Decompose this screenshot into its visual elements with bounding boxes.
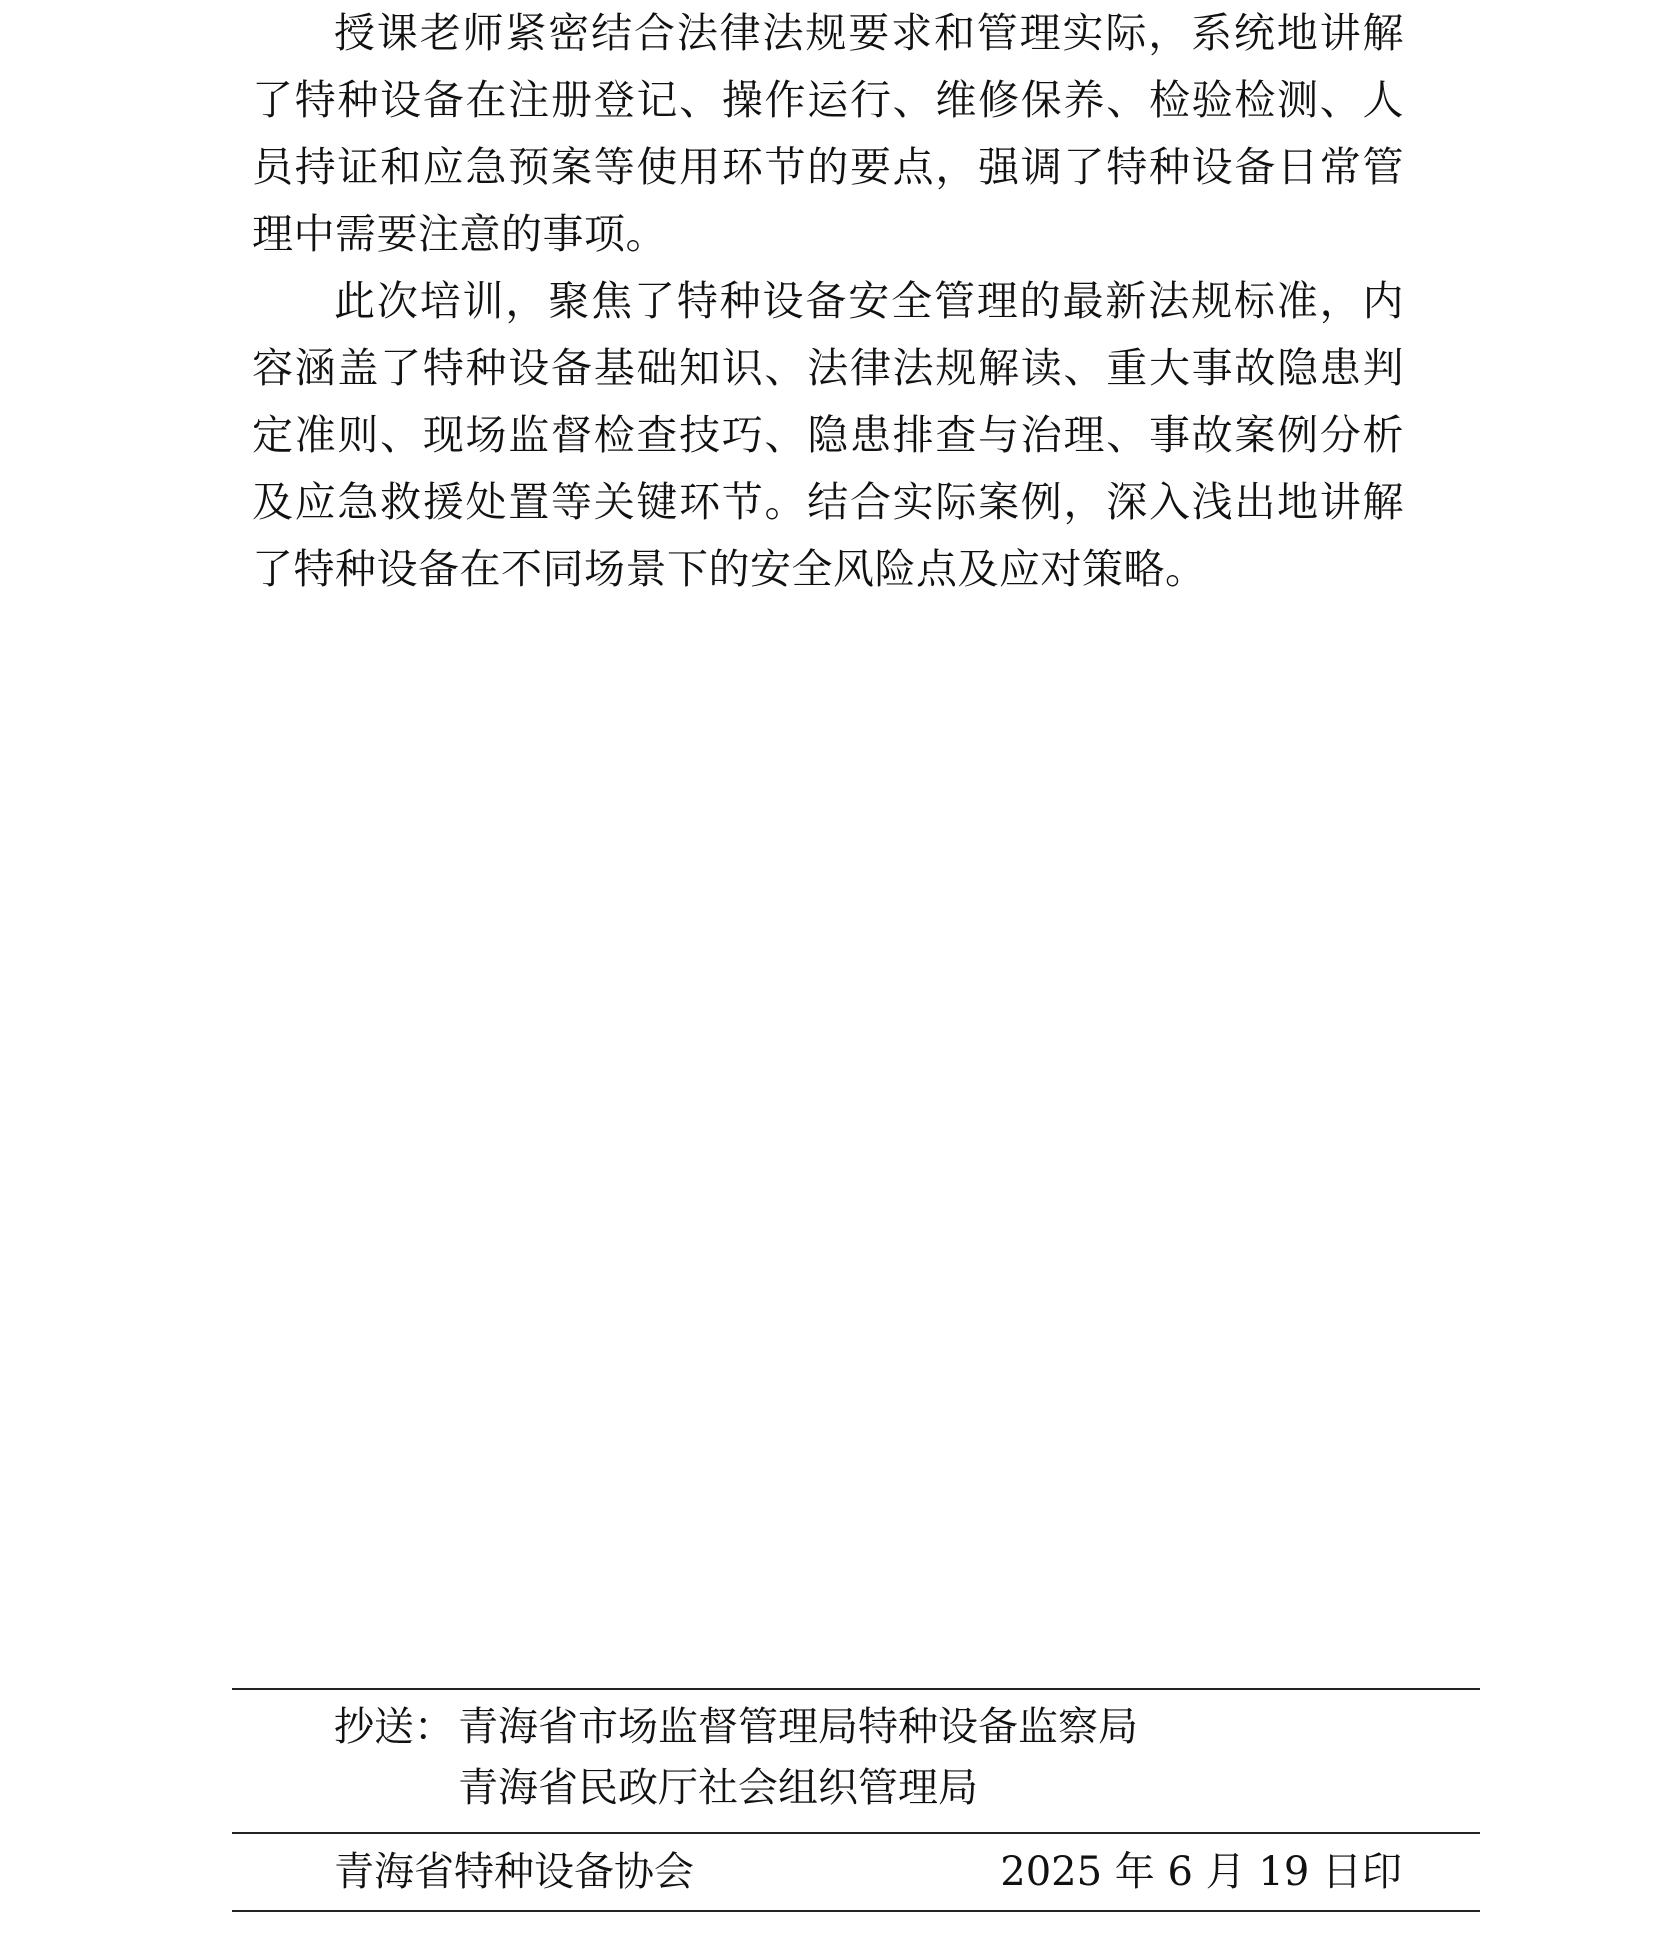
cc-row-1 (334, 1697, 1434, 1758)
paragraph-training-content: 授课老师紧密结合法律法规要求和管理实际，系统地讲解了特种设备在注册登记、操作运行、维修保养、检验检测、人员持证和应急预案等使用环节的要点，强调了特种设备日常管理中需要注意的事项。 (252, 9, 1404, 258)
cc-recipient: 青海省市场监督管理局特种设备监察局 (458, 1704, 1138, 1750)
cc-row-2 (334, 1758, 1434, 1819)
divider-middle (232, 1832, 1480, 1834)
print-footer (334, 1842, 1402, 1902)
print-date: 2025 年 6 月 19 日印 (1000, 1849, 1402, 1895)
cc-recipient: 青海省民政厅社会组织管理局 (458, 1765, 978, 1811)
cc-indent (334, 1758, 458, 1819)
cc-block (334, 1697, 1434, 1819)
divider-top (232, 1688, 1480, 1690)
divider-bottom (232, 1910, 1480, 1912)
cc-label: 抄送： (334, 1704, 454, 1750)
issuer-name: 青海省特种设备协会 (334, 1849, 694, 1895)
paragraph-training-summary: 此次培训，聚焦了特种设备安全管理的最新法规标准，内容涵盖了特种设备基础知识、法律法规解读、重大事故隐患判定准则、现场监督检查技巧、隐患排查与治理、事故案例分析及应急救援处置等关键环节。结合实际案例，深入浅出地讲解了特种设备在不同场景下的安全风险点及应对策略。 (252, 277, 1404, 593)
body-text (252, 0, 1404, 603)
